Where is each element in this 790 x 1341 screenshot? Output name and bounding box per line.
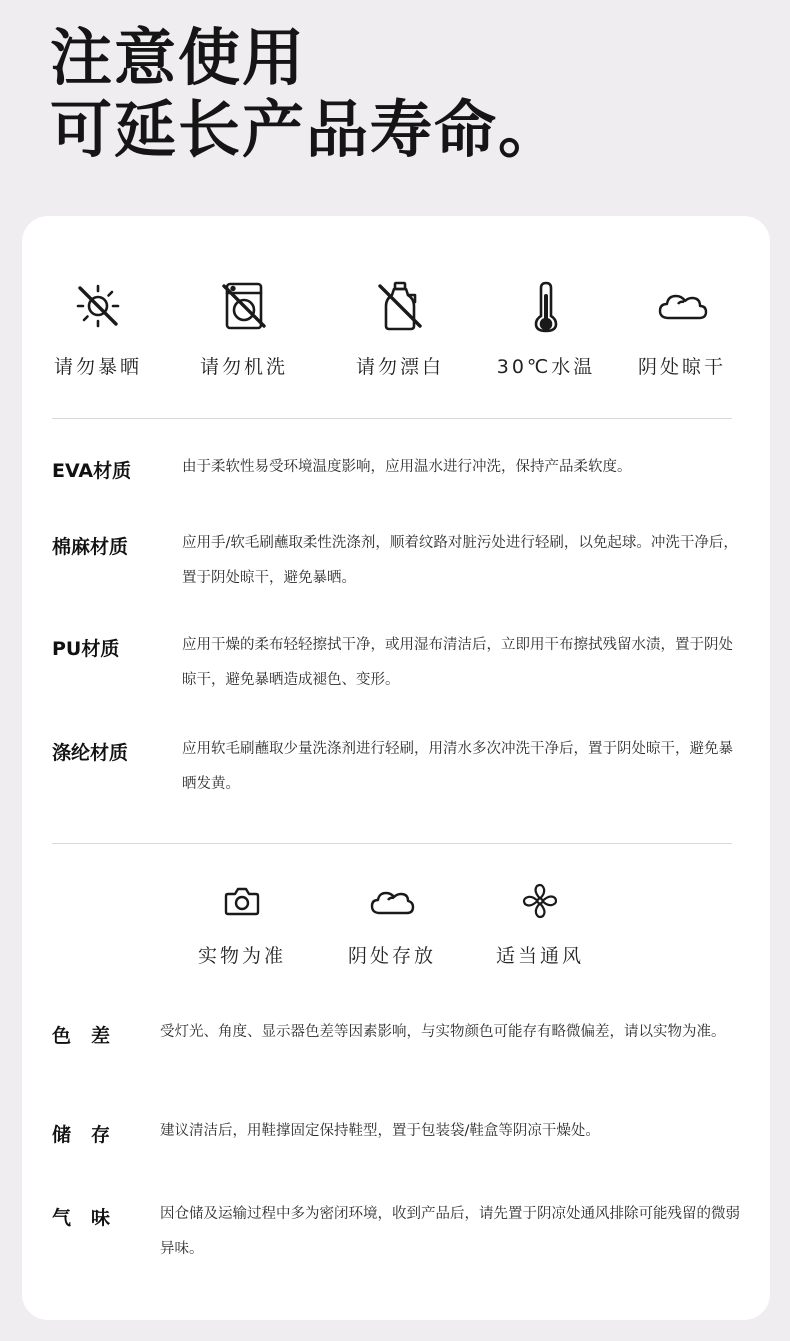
care-item-no-bleach xyxy=(330,278,470,379)
material-text: 应用软毛刷蘸取少量洗涤剂进行轻刷，用清水多次冲洗干净后，置于阴处晾干，避免暴晒发黄。 xyxy=(182,741,733,792)
headline-line-2: 可延长产品寿命。 xyxy=(50,93,563,166)
note-label-shade-store: 阴处存放 xyxy=(347,945,436,967)
notes-row xyxy=(22,881,770,976)
no-bleach-icon xyxy=(372,278,428,334)
headline-line-1: 注意使用 xyxy=(50,21,307,94)
note-item-shade-store xyxy=(322,881,462,968)
note-item-ventilate xyxy=(470,881,610,968)
headline xyxy=(50,22,562,166)
care-label-no-sun: 请勿暴晒 xyxy=(53,356,142,378)
note-item-actual xyxy=(172,881,312,968)
care-label-no-machine-wash: 请勿机洗 xyxy=(199,356,288,378)
extra-text: 建议清洁后，用鞋撑固定保持鞋型，置于包装袋/鞋盒等阴凉干燥处。 xyxy=(160,1123,600,1139)
cloud-icon xyxy=(654,278,710,334)
no-machine-wash-icon xyxy=(216,278,272,334)
care-label-shade-dry: 阴处晾干 xyxy=(637,356,726,378)
cloud-icon xyxy=(369,881,415,921)
camera-icon xyxy=(222,881,262,921)
material-title: 棉麻材质 xyxy=(52,536,129,558)
material-title: 涤纶材质 xyxy=(52,742,129,764)
care-item-shade-dry xyxy=(612,278,752,379)
fan-icon xyxy=(520,881,560,921)
material-text: 由于柔软性易受环境温度影响，应用温水进行冲洗，保持产品柔软度。 xyxy=(182,459,632,475)
extra-title: 色差 xyxy=(52,1025,131,1047)
divider-middle xyxy=(52,843,732,844)
care-label-no-bleach: 请勿漂白 xyxy=(355,356,444,378)
care-card xyxy=(22,216,770,1320)
divider-top xyxy=(52,418,732,419)
note-label-ventilate: 适当通风 xyxy=(495,945,584,967)
material-text: 应用手/软毛刷蘸取柔性洗涤剂，顺着纹路对脏污处进行轻刷，以免起球。冲洗干净后，置于阴处晾干，避免暴晒。 xyxy=(182,535,738,586)
note-label-actual: 实物为准 xyxy=(197,945,286,967)
care-item-water-temp xyxy=(476,278,616,379)
material-title: EVA材质 xyxy=(52,460,132,482)
care-item-no-sun xyxy=(28,278,168,379)
extra-title: 气味 xyxy=(52,1207,131,1229)
extra-text: 受灯光、角度、显示器色差等因素影响，与实物颜色可能存有略微偏差，请以实物为准。 xyxy=(160,1024,726,1040)
thermometer-icon xyxy=(518,278,574,334)
material-title: PU材质 xyxy=(52,638,120,660)
no-sun-icon xyxy=(70,278,126,334)
care-item-no-machine-wash xyxy=(174,278,314,379)
extra-title: 储存 xyxy=(52,1124,131,1146)
care-symbols-row xyxy=(22,278,770,388)
material-text: 应用干燥的柔布轻轻擦拭干净，或用湿布清洁后，立即用干布擦拭残留水渍，置于阴处晾干，避免暴晒造成褪色、变形。 xyxy=(182,637,733,688)
extra-text: 因仓储及运输过程中多为密闭环境，收到产品后，请先置于阴凉处通风排除可能残留的微弱异味。 xyxy=(160,1206,740,1257)
care-label-water-temp: 30℃水温 xyxy=(496,356,596,378)
